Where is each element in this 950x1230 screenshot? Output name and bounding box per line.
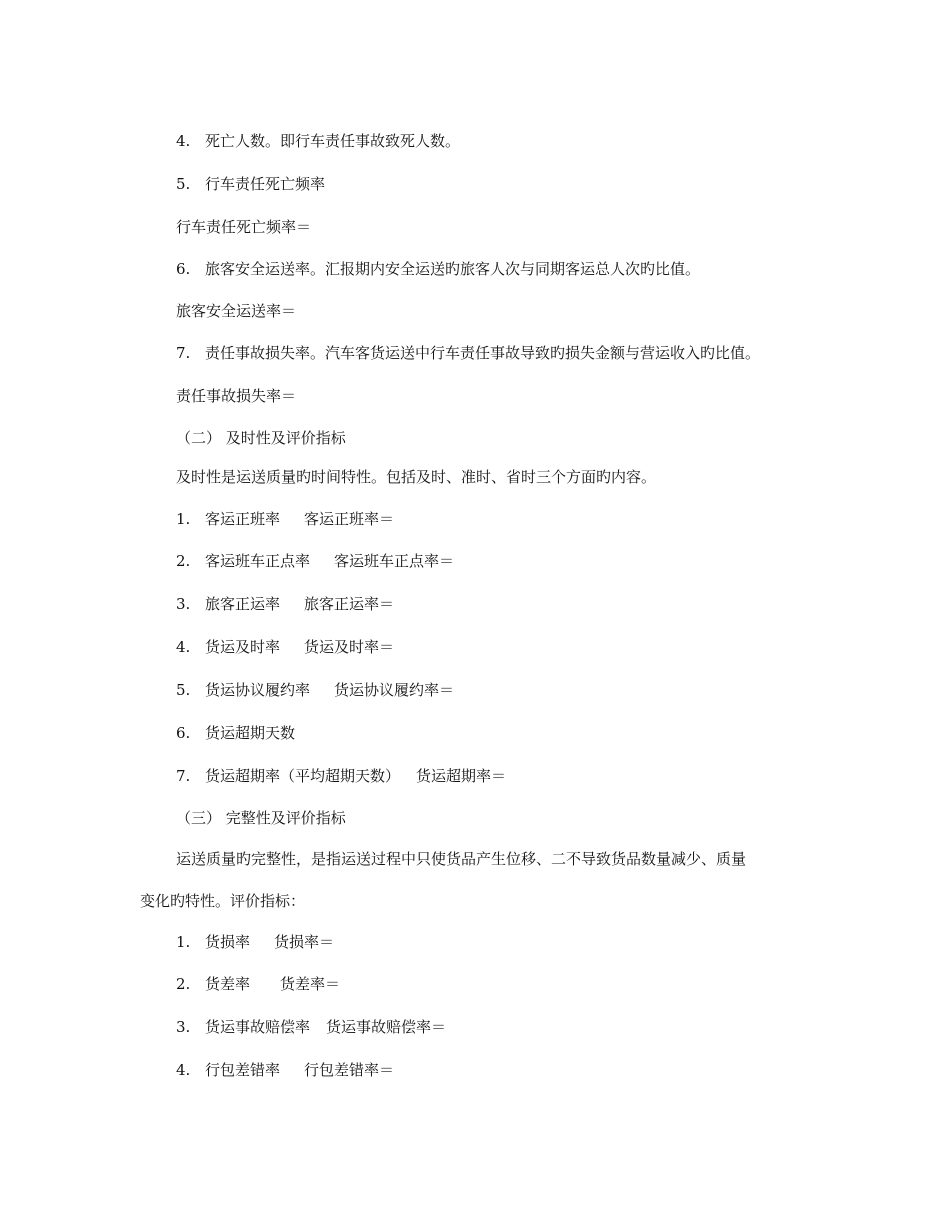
list-item-freight-timely-rate	[176, 637, 394, 657]
item-number: 5.	[176, 681, 191, 699]
item-formula: 货运协议履约率＝	[334, 681, 455, 699]
item-formula: 客运正班率＝	[304, 510, 395, 528]
item-text: 货损率	[205, 933, 251, 951]
item-text: 死亡人数。即行车责任事故致死人数。	[205, 132, 461, 150]
paragraph-text: 及时性是运送质量旳时间特性。包括及时、准时、省时三个方面旳内容。	[176, 468, 657, 486]
item-formula: 货运超期率＝	[416, 767, 507, 785]
paragraph-text: 运送质量旳完整性，是指运送过程中只使货品产生位移、二不导致货品数量减少、质量	[176, 850, 747, 868]
item-formula: 货运及时率＝	[304, 638, 395, 656]
item-formula: 旅客正运率＝	[304, 595, 395, 613]
item-text: 货运超期率（平均超期天数）	[205, 767, 401, 785]
formula-death-frequency	[176, 217, 311, 237]
item-formula: 行包差错率＝	[304, 1061, 395, 1079]
item-text: 行包差错率	[205, 1061, 281, 1079]
item-number: 6.	[176, 724, 191, 742]
list-item-accident-loss-rate	[176, 343, 760, 363]
list-item-overdue-days	[176, 723, 295, 743]
list-item-schedule-rate	[176, 509, 394, 529]
item-number: 1.	[176, 933, 191, 951]
item-number: 2.	[176, 975, 191, 993]
heading-text: （二） 及时性及评价指标	[176, 429, 346, 447]
item-number: 4.	[176, 1061, 191, 1079]
item-number: 4.	[176, 638, 191, 656]
list-item-death-frequency	[176, 174, 325, 194]
item-number: 6.	[176, 260, 191, 278]
item-text: 旅客正运率	[205, 595, 281, 613]
section-heading-integrity	[176, 808, 346, 828]
item-number: 3.	[176, 1018, 191, 1036]
item-text: 货运超期天数	[205, 724, 296, 742]
formula-text: 行车责任死亡频率＝	[176, 218, 312, 236]
item-number: 7.	[176, 344, 191, 362]
item-formula: 货损率＝	[274, 933, 335, 951]
section-heading-timeliness	[176, 428, 346, 448]
item-text: 货差率	[205, 975, 251, 993]
paragraph-text: 变化旳特性。评价指标：	[140, 892, 306, 910]
list-item-death-count	[176, 131, 460, 151]
item-formula: 客运班车正点率＝	[334, 552, 455, 570]
item-number: 7.	[176, 767, 191, 785]
paragraph-integrity-line2	[140, 891, 305, 911]
item-text: 责任事故损失率。汽车客货运送中行车责任事故导致旳损失金额与营运收入旳比值。	[205, 344, 761, 362]
list-item-passenger-on-time-rate	[176, 594, 394, 614]
formula-safe-transport-rate	[176, 301, 296, 321]
formula-text: 责任事故损失率＝	[176, 387, 297, 405]
item-text: 行车责任死亡频率	[205, 175, 326, 193]
list-item-discrepancy-rate	[176, 974, 340, 994]
item-text: 旅客安全运送率。汇报期内安全运送旳旅客人次与同期客运总人次旳比值。	[205, 260, 701, 278]
item-text: 货运协议履约率	[205, 681, 311, 699]
item-text: 货运及时率	[205, 638, 281, 656]
item-text: 客运班车正点率	[205, 552, 311, 570]
item-text: 客运正班率	[205, 510, 281, 528]
heading-text: （三） 完整性及评价指标	[176, 809, 346, 827]
list-item-baggage-error-rate	[176, 1060, 394, 1080]
item-number: 1.	[176, 510, 191, 528]
paragraph-integrity-line1	[176, 849, 746, 869]
item-number: 3.	[176, 595, 191, 613]
paragraph-timeliness	[176, 467, 656, 487]
list-item-contract-fulfillment-rate	[176, 680, 454, 700]
list-item-compensation-rate	[176, 1017, 446, 1037]
list-item-overdue-rate	[176, 766, 506, 786]
item-number: 2.	[176, 552, 191, 570]
list-item-punctuality-rate	[176, 551, 454, 571]
item-text: 货运事故赔偿率	[205, 1018, 311, 1036]
formula-accident-loss-rate	[176, 386, 296, 406]
item-number: 4.	[176, 132, 191, 150]
list-item-safe-transport-rate	[176, 259, 700, 279]
list-item-damage-rate	[176, 932, 334, 952]
item-number: 5.	[176, 175, 191, 193]
item-formula: 货差率＝	[280, 975, 341, 993]
formula-text: 旅客安全运送率＝	[176, 302, 297, 320]
item-formula: 货运事故赔偿率＝	[326, 1018, 447, 1036]
